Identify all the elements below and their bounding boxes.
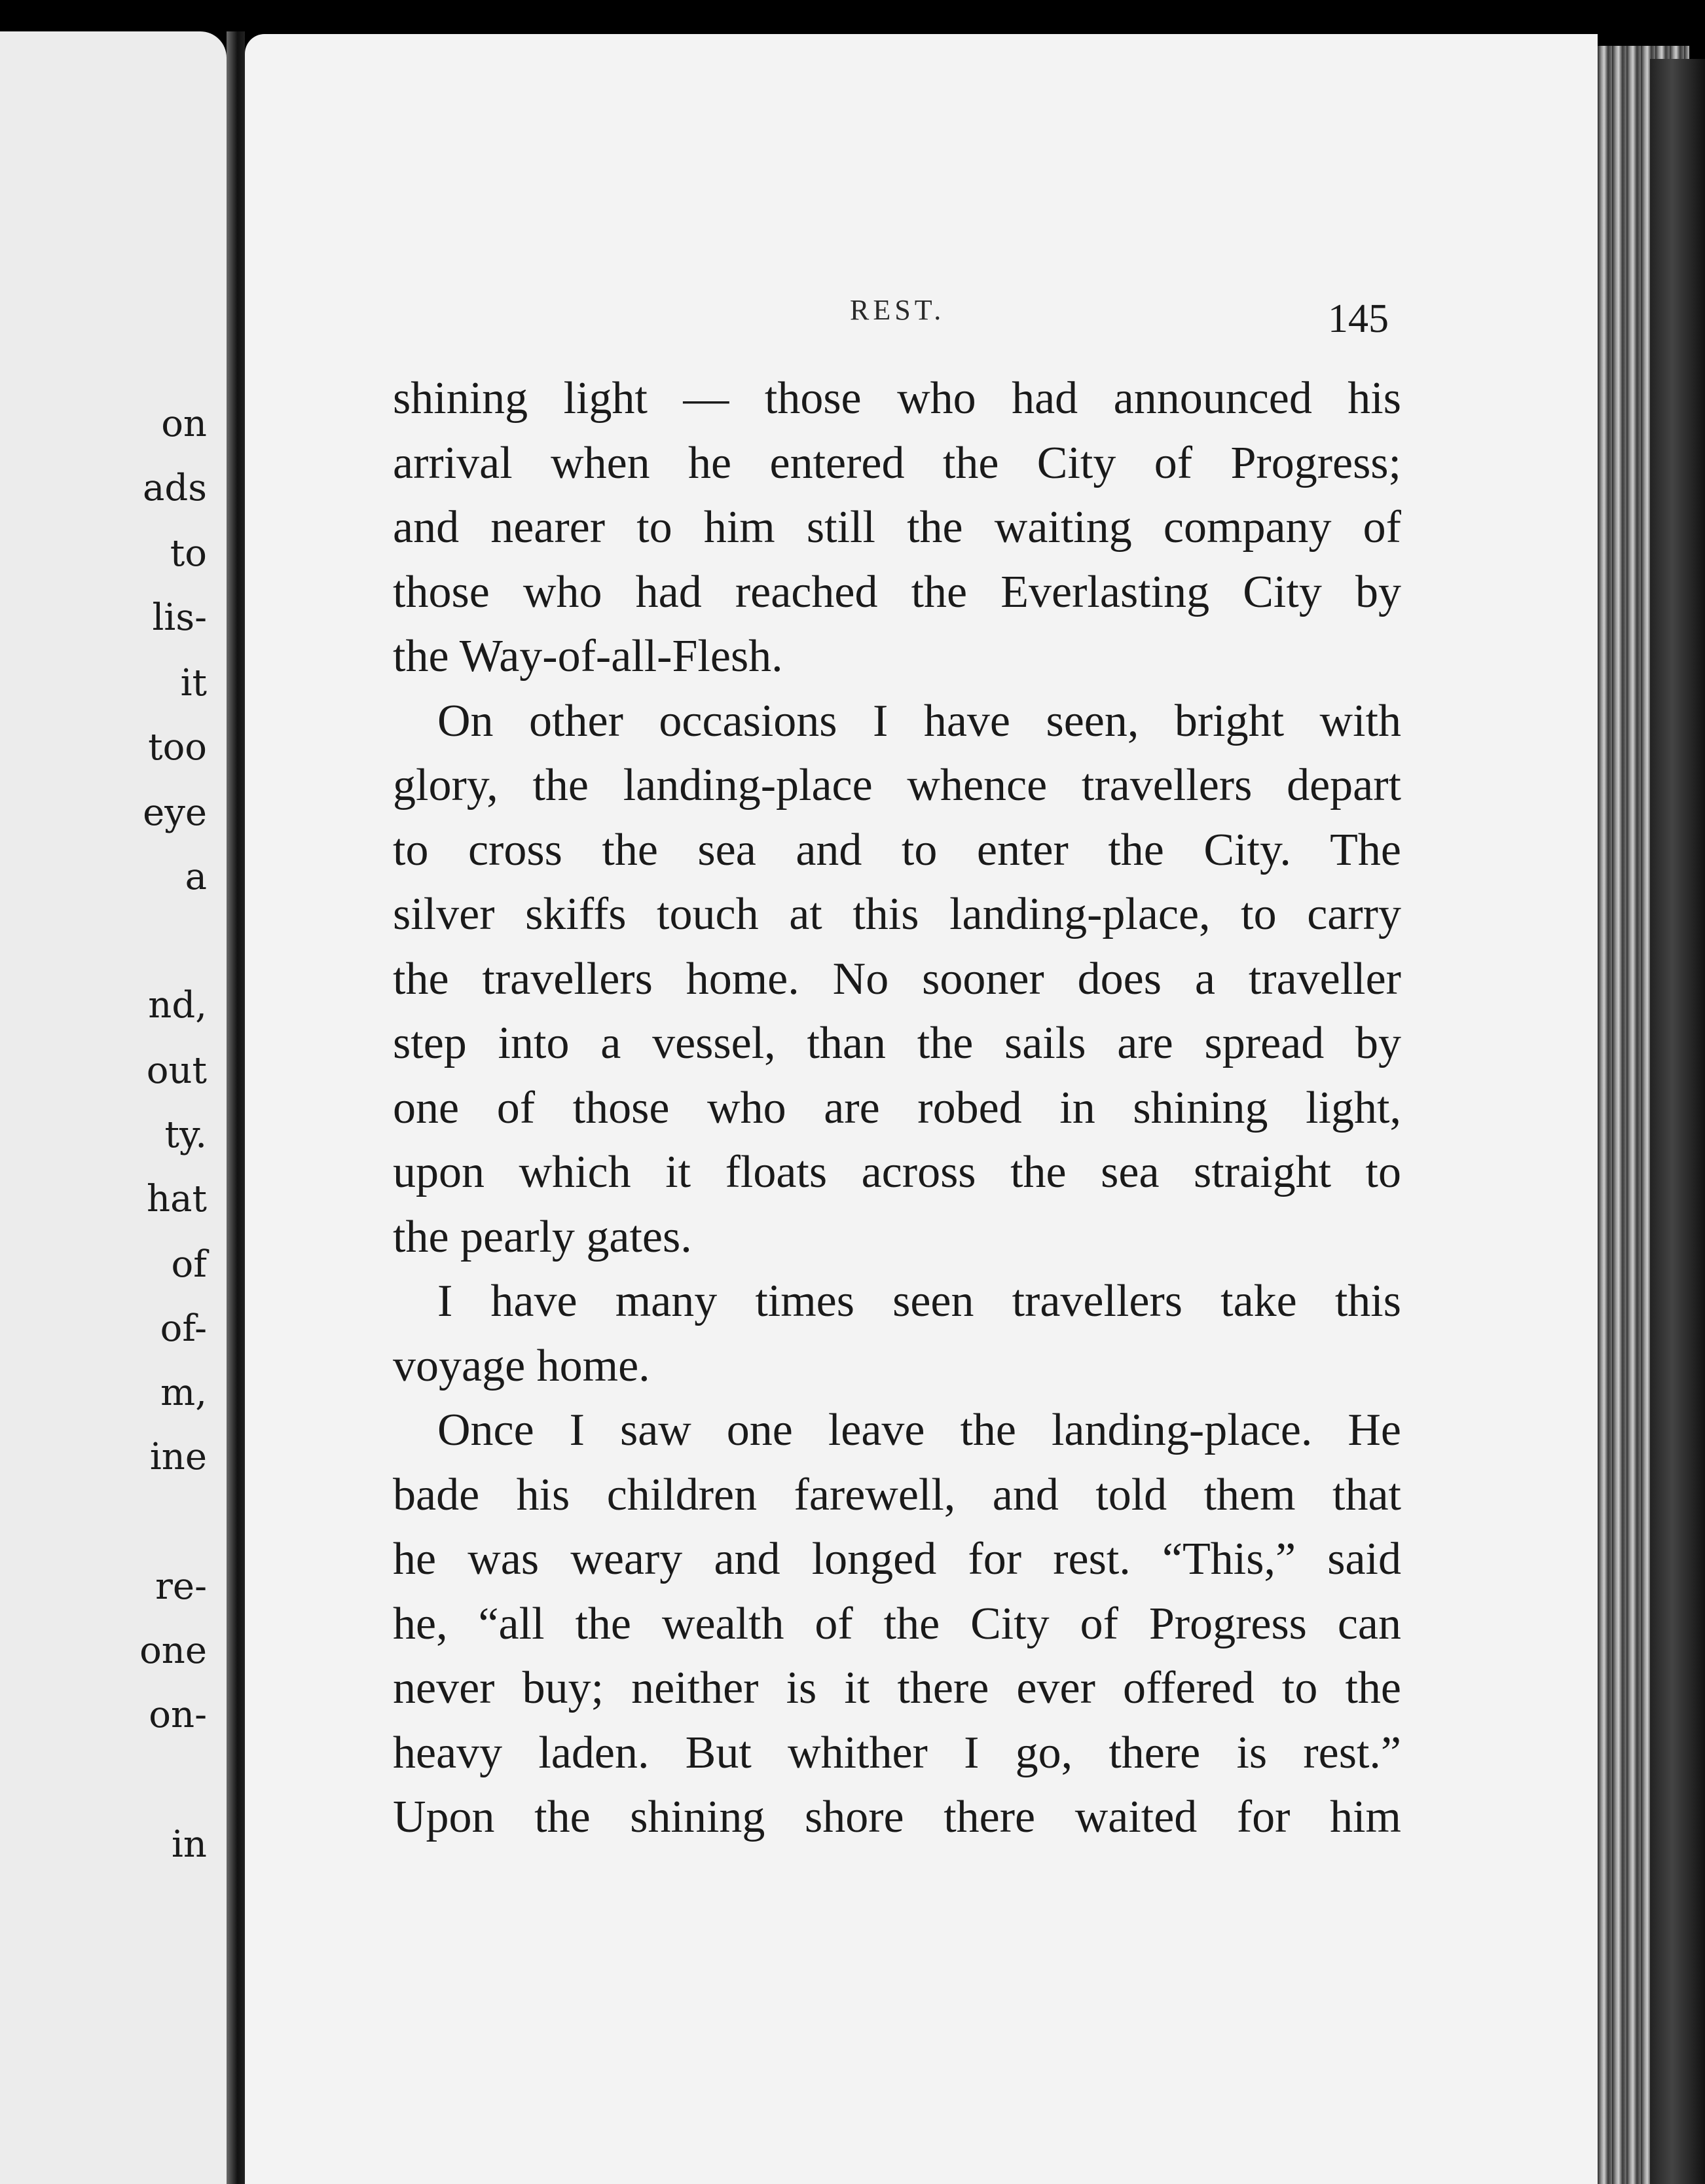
left-fragment: of — [171, 1243, 207, 1286]
left-fragment: out — [146, 1049, 207, 1092]
left-fragment: nd, — [148, 984, 207, 1027]
left-fragment: on — [161, 403, 207, 445]
left-fragment: eye — [143, 792, 207, 834]
left-fragment: re- — [155, 1565, 207, 1608]
left-fragment: of- — [160, 1307, 207, 1350]
text-line: the pearly gates. — [393, 1211, 692, 1262]
left-fragment: ine — [149, 1436, 207, 1478]
text-line: to cross the sea and to enter the City. The — [393, 824, 1401, 875]
text-line: and nearer to him still the waiting company of — [393, 502, 1401, 553]
left-fragment: one — [139, 1629, 207, 1672]
book-gutter — [227, 31, 245, 2184]
book-cover-edge — [1650, 59, 1705, 2184]
text-line: bade his children farewell, and told them that — [393, 1469, 1401, 1520]
text-line: shining light — those who had announced his — [393, 373, 1401, 424]
left-fragment: on- — [149, 1694, 207, 1736]
left-fragment: ty. — [164, 1114, 207, 1156]
left-fragment: it — [180, 662, 207, 704]
text-line: voyage home. — [393, 1340, 650, 1391]
left-page — [0, 31, 227, 2184]
left-fragment: m, — [160, 1372, 207, 1414]
left-fragment: a — [185, 856, 207, 898]
text-line: arrival when he entered the City of Progress; — [393, 437, 1401, 488]
text-line: he was weary and longed for rest. “This,” said — [393, 1534, 1401, 1584]
left-fragment: hat — [147, 1178, 207, 1220]
left-fragment: in — [172, 1823, 207, 1866]
text-line: Once I saw one leave the landing-place. He — [437, 1405, 1401, 1455]
text-line: never buy; neither is it there ever offered to the — [393, 1663, 1401, 1713]
text-line: step into a vessel, than the sails are spread by — [393, 1018, 1401, 1068]
text-line: he, “all the wealth of the City of Progress can — [393, 1598, 1401, 1649]
text-line: upon which it floats across the sea straight to — [393, 1147, 1401, 1197]
left-fragment: to — [170, 532, 207, 575]
text-line: heavy laden. But whither I go, there is rest.” — [393, 1727, 1401, 1778]
text-line: silver skiffs touch at this landing-place, to carry — [393, 889, 1401, 939]
page-number: 145 — [1328, 297, 1389, 341]
text-line: glory, the landing-place whence travellers depart — [393, 760, 1401, 810]
left-fragment: ads — [143, 467, 207, 509]
left-fragment: too — [148, 726, 207, 769]
text-line: the travellers home. No sooner does a traveller — [393, 953, 1401, 1004]
text-line: those who had reached the Everlasting City by — [393, 566, 1401, 617]
text-line: the Way-of-all-Flesh. — [393, 631, 783, 682]
body-text — [393, 367, 1401, 1850]
left-fragment: lis- — [152, 596, 207, 639]
text-line: one of those who are robed in shining light, — [393, 1082, 1401, 1133]
text-line: On other occasions I have seen, bright with — [437, 695, 1401, 746]
text-line: I have many times seen travellers take this — [437, 1276, 1401, 1326]
running-head: REST. — [850, 294, 945, 326]
text-line: Upon the shining shore there waited for him — [393, 1792, 1401, 1842]
